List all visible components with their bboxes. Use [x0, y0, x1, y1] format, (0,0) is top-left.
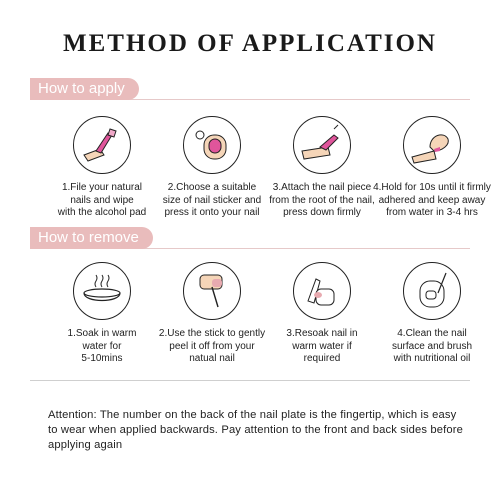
- apply-step-1-caption: 1.File your natural nails and wipe with the alcohol pad: [57, 182, 147, 218]
- apply-step-2: [152, 116, 272, 220]
- apply-step-1: [42, 116, 162, 220]
- remove-step-2-caption: 2.Use the stick to gently peel it off from your natual nail: [158, 328, 266, 364]
- apply-step-4: [372, 116, 492, 220]
- clean-nail-icon: [403, 262, 461, 320]
- section-label-apply: How to apply: [30, 78, 139, 100]
- attach-nail-icon: [293, 116, 351, 174]
- apply-step-3: [262, 116, 382, 220]
- apply-step-2-caption: 2.Choose a suitable size of nail sticker and press it onto your nail: [162, 182, 262, 218]
- nail-file-icon: [73, 116, 131, 174]
- resoak-nail-icon: [293, 262, 351, 320]
- remove-step-1: [42, 262, 162, 366]
- page-title: METHOD OF APPLICATION: [63, 30, 437, 57]
- warm-water-bowl-icon: [73, 262, 131, 320]
- apply-step-3-caption: 3.Attach the nail piece from the root of the nail, press down firmly: [269, 182, 375, 218]
- remove-step-2: [152, 262, 272, 366]
- section-label-remove: How to remove: [30, 227, 153, 249]
- peel-stick-icon: [183, 262, 241, 320]
- remove-step-1-caption: 1.Soak in warm water for 5-10mins: [67, 328, 137, 364]
- apply-step-4-caption: 4.Hold for 10s until it firmly adhered and keep away from water in 3-4 hrs: [373, 182, 491, 218]
- nail-sticker-icon: [183, 116, 241, 174]
- remove-step-3: [262, 262, 382, 366]
- remove-step-4-caption: 4.Clean the nail surface and brush with nutritional oil: [391, 328, 473, 364]
- remove-step-3-caption: 3.Resoak nail in warm water if required: [286, 328, 358, 364]
- divider: [30, 380, 470, 381]
- attention-note: Attention: The number on the back of the nail plate is the fingertip, which is easy to wear when applied backwards. Pay attention to the front and back sides before applying again: [48, 409, 463, 451]
- press-nail-icon: [403, 116, 461, 174]
- remove-step-4: [372, 262, 492, 366]
